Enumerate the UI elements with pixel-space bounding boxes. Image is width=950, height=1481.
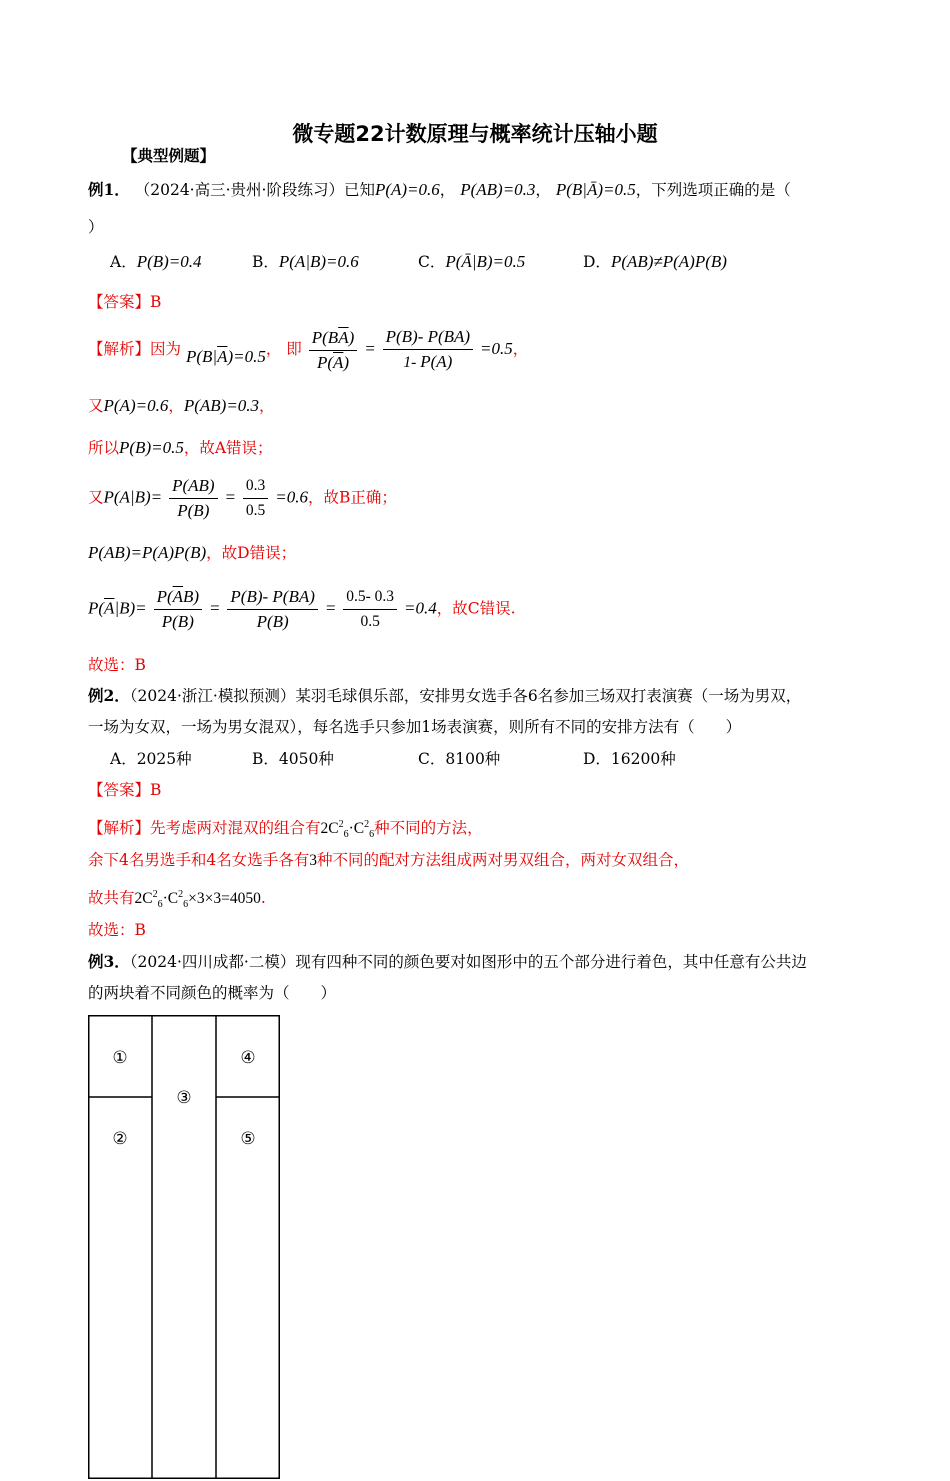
option-b: B．4050种 <box>252 750 334 768</box>
region-1-label: ① <box>112 1048 128 1068</box>
region-2-label: ② <box>112 1129 128 1149</box>
example-1-answer: 【答案】B <box>88 293 162 311</box>
grid-outline <box>89 1016 280 1479</box>
section-heading: 【典型例题】 <box>122 146 216 165</box>
region-3-label: ③ <box>176 1088 192 1108</box>
analysis-line-5: P(AB)=P(A)P(B)，故D错误； <box>88 543 297 562</box>
example-1-source: （2024·高三·贵州·阶段练习）已知 <box>134 181 375 199</box>
analysis-line-2: 又P(A)=0.6，P(AB)=0.3， <box>88 396 275 415</box>
option-d: D．16200种 <box>583 750 676 768</box>
example-3-question-line-1: 例3．（2024·四川成都·二模）现有四种不同的颜色要对如图形中的五个部分进行着色，其中任意有公共边 <box>88 952 807 971</box>
given-pb-abar: P(B|Ā)=0.5 <box>555 180 636 199</box>
analysis-line-6: $P(\overline{A}|B)=$ $\frac{P(\overline{A}B)}{P(B)}$ = $\frac{P(B)- P(BA)}{P(B)}$ = $\frac{0.5- 0.3}{0.5}$ =0.4，故C错误. <box>88 587 516 631</box>
example-3-label: 例3． <box>88 952 130 971</box>
example-2-analysis-line-3: 故共有$2C^2_6\cdot C^2_6\times 3\times 3=4050$. <box>88 889 266 911</box>
example-2-analysis-line-1: 【解析】先考虑两对混双的组合有$2C^2_6\cdot C^2_6$种不同的方法， <box>88 819 483 841</box>
example-2-choice: 故选：B <box>88 921 146 939</box>
analysis-line-1: 【解析】因为 $P(B|\overline{A})=0.5$， 即 $\frac{P(B\overline{A})}{P(\overline{A})}$ = $\frac{P(B)- P(BA)}{1- P(A)}$ =0.5， <box>88 327 529 372</box>
example-2-question-line-2: 一场为女双，一场为男女混双），每名选手只参加1场表演赛，则所有不同的安排方法有（ ） <box>88 718 742 736</box>
example-1-label: 例1． <box>88 180 130 199</box>
region-4-label: ④ <box>240 1048 256 1068</box>
given-pa: P(A)=0.6 <box>374 180 440 199</box>
option-a: A．2025种 <box>110 750 192 768</box>
example-1-question-end: ） <box>88 218 104 236</box>
region-5-label: ⑤ <box>240 1129 256 1149</box>
option-c: C．P(Ā|B)=0.5 <box>418 252 526 271</box>
option-d: D．P(AB)≠P(A)P(B) <box>583 252 727 271</box>
analysis-line-4: 又P(A|B)= $\frac{P(AB)}{P(B)}$ = $\frac{0.3}{0.5}$ =0.6，故B正确； <box>88 476 397 520</box>
example-1-question-text: ，下列选项正确的是（ <box>635 181 791 199</box>
option-b: B．P(A|B)=0.6 <box>252 252 359 271</box>
coloring-grid-figure <box>88 1015 282 1481</box>
example-2-answer: 【答案】B <box>88 781 162 799</box>
page-title: 微专题22计数原理与概率统计压轴小题 <box>292 122 658 146</box>
example-1-question: 例1． （2024·高三·贵州·阶段练习）已知P(A)=0.6， P(AB)=0.3， P(B|Ā)=0.5，下列选项正确的是（ <box>88 180 791 199</box>
option-a: A．P(B)=0.4 <box>110 252 202 271</box>
option-c: C．8100种 <box>418 750 501 768</box>
example-2-label: 例2． <box>88 686 130 705</box>
example-3-question-line-2: 的两块着不同颜色的概率为（ ） <box>88 984 337 1002</box>
example-2-analysis-line-2: 余下4名男选手和4名女选手各有3种不同的配对方法组成两对男双组合，两对女双组合， <box>88 851 689 869</box>
given-pab: P(AB)=0.3 <box>460 180 536 199</box>
example-2-question-line-1: 例2．（2024·浙江·模拟预测）某羽毛球俱乐部，安排男女选手各6名参加三场双打表演赛（一场为男双， <box>88 686 802 705</box>
example-1-choice: 故选：B <box>88 656 146 674</box>
analysis-line-3: 所以P(B)=0.5，故A错误； <box>88 438 273 457</box>
